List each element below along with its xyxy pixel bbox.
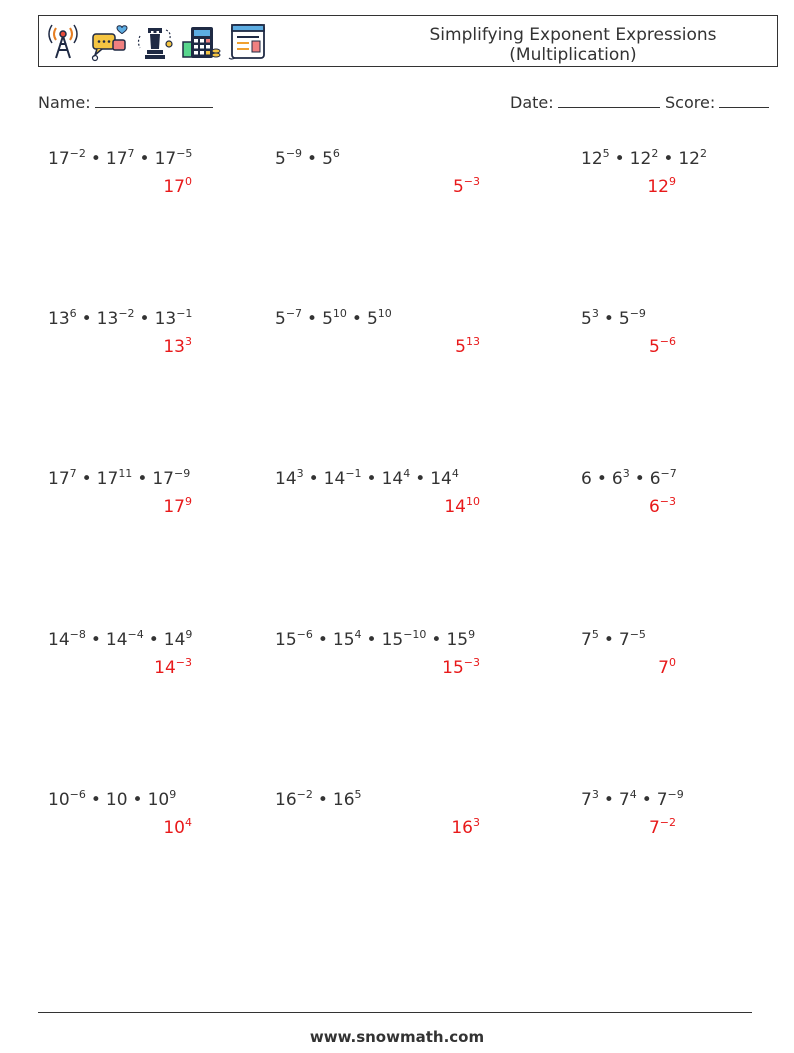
- term-exponent: 11: [118, 467, 133, 480]
- multiply-dot: •: [137, 469, 148, 489]
- answer-base: 6: [648, 497, 660, 517]
- term-exponent: 5: [602, 147, 610, 160]
- title-line-1: Simplifying Exponent Expressions: [429, 25, 717, 45]
- answer-base: 17: [163, 497, 185, 517]
- answer-exponent: 3: [473, 816, 480, 829]
- term-exponent: −5: [176, 147, 193, 160]
- term-base: 13: [154, 309, 177, 329]
- answer-base: 5: [452, 177, 464, 197]
- antenna-tower-icon: [43, 22, 83, 62]
- term-exponent: −1: [345, 467, 362, 480]
- term-base: 6: [611, 469, 623, 489]
- answer-base: 17: [163, 177, 185, 197]
- answer-exponent: −6: [659, 335, 676, 348]
- term-exponent: −2: [118, 307, 135, 320]
- term-base: 7: [618, 630, 630, 650]
- term-base: 14: [163, 630, 186, 650]
- score-blank[interactable]: [719, 93, 769, 108]
- term-exponent: 9: [468, 628, 476, 641]
- term-base: 15: [446, 630, 469, 650]
- multiply-dot: •: [641, 790, 652, 810]
- answer: [163, 177, 192, 197]
- term-base: 15: [381, 630, 404, 650]
- calculator-icon: [181, 22, 221, 62]
- term-base: 17: [152, 469, 174, 489]
- term-exponent: 3: [296, 467, 304, 480]
- answer-exponent: 0: [669, 656, 676, 669]
- term-exponent: −9: [285, 147, 303, 160]
- multiply-dot: •: [603, 309, 614, 329]
- problem-expression: [275, 469, 459, 489]
- multiply-dot: •: [603, 630, 614, 650]
- title-line-2: (Multiplication): [509, 45, 637, 65]
- term-base: 16: [275, 790, 297, 810]
- term-exponent: 9: [185, 628, 193, 641]
- date-field[interactable]: [510, 93, 660, 112]
- date-blank[interactable]: [558, 93, 660, 108]
- worksheet-title: [423, 25, 723, 65]
- answer-exponent: −3: [659, 495, 676, 508]
- term-base: 5: [618, 309, 630, 329]
- term-exponent: −7: [285, 307, 303, 320]
- multiply-dot: •: [308, 469, 319, 489]
- term-base: 13: [48, 309, 70, 329]
- problem-expression: [275, 149, 340, 169]
- multiply-dot: •: [366, 630, 377, 650]
- term-base: 5: [366, 309, 378, 329]
- answer: [649, 818, 676, 838]
- answer-base: 5: [648, 337, 660, 357]
- answer: [163, 818, 192, 838]
- problem-expression: [275, 309, 392, 329]
- term-exponent: 4: [403, 467, 411, 480]
- term-base: 5: [581, 309, 592, 329]
- answer-base: 12: [647, 177, 669, 197]
- term-base: 7: [581, 790, 592, 810]
- answer-base: 14: [154, 658, 176, 678]
- date-label: Date:: [510, 93, 554, 112]
- term-base: 7: [656, 790, 668, 810]
- multiply-dot: •: [614, 149, 625, 169]
- multiply-dot: •: [307, 309, 318, 329]
- problem-expression: [48, 149, 192, 169]
- answer-exponent: −2: [659, 816, 676, 829]
- answer: [647, 177, 676, 197]
- name-label: Name:: [38, 93, 91, 112]
- term-base: 5: [275, 309, 286, 329]
- multiply-dot: •: [317, 790, 328, 810]
- term-base: 5: [322, 309, 333, 329]
- name-field[interactable]: [38, 93, 213, 112]
- chess-rook-icon: [135, 22, 175, 62]
- multiply-dot: •: [90, 630, 101, 650]
- term-exponent: 5: [354, 788, 362, 801]
- term-exponent: 6: [332, 147, 340, 160]
- multiply-dot: •: [81, 309, 92, 329]
- answer: [154, 658, 192, 678]
- term-exponent: −4: [127, 628, 144, 641]
- answer-base: 14: [444, 497, 466, 517]
- term-base: 10: [147, 790, 170, 810]
- term-base: 17: [154, 149, 177, 169]
- answer-base: 15: [442, 658, 464, 678]
- answer: [451, 818, 480, 838]
- term-exponent: 2: [699, 147, 707, 160]
- term-base: 6: [581, 469, 592, 489]
- term-exponent: −10: [403, 628, 427, 641]
- term-base: 14: [381, 469, 404, 489]
- term-base: 12: [678, 149, 700, 169]
- term-exponent: −9: [667, 788, 684, 801]
- answer-exponent: 4: [185, 816, 192, 829]
- answer-base: 13: [163, 337, 185, 357]
- multiply-dot: •: [634, 469, 645, 489]
- term-exponent: 5: [591, 628, 599, 641]
- term-exponent: 3: [591, 307, 599, 320]
- term-exponent: −1: [176, 307, 193, 320]
- worksheet-header: [38, 15, 778, 67]
- answer: [455, 337, 480, 357]
- answer-exponent: 10: [466, 495, 480, 508]
- term-base: 16: [332, 790, 355, 810]
- answer: [442, 658, 480, 678]
- term-exponent: −2: [296, 788, 313, 801]
- term-exponent: 3: [622, 467, 630, 480]
- answer: [163, 337, 192, 357]
- multiply-dot: •: [148, 630, 159, 650]
- problem-expression: [48, 469, 190, 489]
- footer-url[interactable]: www.snowmath.com: [309, 1028, 485, 1046]
- multiply-dot: •: [139, 309, 150, 329]
- answer-base: 5: [455, 337, 466, 357]
- term-exponent: 10: [377, 307, 392, 320]
- chat-bubbles-icon: [89, 22, 129, 62]
- score-label: Score:: [665, 93, 716, 112]
- answer-exponent: 9: [185, 495, 192, 508]
- multiply-dot: •: [596, 469, 607, 489]
- answer-exponent: 0: [185, 175, 192, 188]
- term-base: 6: [649, 469, 661, 489]
- score-field[interactable]: [665, 93, 769, 112]
- multiply-dot: •: [663, 149, 674, 169]
- term-base: 5: [275, 149, 286, 169]
- term-exponent: 6: [69, 307, 77, 320]
- term-base: 14: [48, 630, 70, 650]
- term-base: 15: [332, 630, 355, 650]
- multiply-dot: •: [431, 630, 442, 650]
- problem-expression: [581, 630, 646, 650]
- problem-expression: [581, 149, 707, 169]
- term-base: 17: [105, 149, 128, 169]
- term-exponent: 7: [69, 467, 77, 480]
- answer-exponent: 9: [669, 175, 676, 188]
- multiply-dot: •: [366, 469, 377, 489]
- term-exponent: 4: [451, 467, 459, 480]
- term-exponent: 9: [169, 788, 177, 801]
- problem-expression: [581, 790, 684, 810]
- term-exponent: −8: [69, 628, 86, 641]
- answer-exponent: 13: [466, 335, 480, 348]
- term-base: 7: [581, 630, 592, 650]
- answer-exponent: 3: [185, 335, 192, 348]
- term-base: 14: [323, 469, 346, 489]
- term-base: 5: [322, 149, 333, 169]
- answer-base: 16: [451, 818, 473, 838]
- multiply-dot: •: [90, 790, 101, 810]
- answer-base: 7: [658, 658, 669, 678]
- document-chart-icon: [227, 22, 267, 62]
- answer-base: 7: [648, 818, 660, 838]
- term-base: 13: [96, 309, 119, 329]
- answer-exponent: −3: [463, 175, 480, 188]
- problem-expression: [581, 469, 677, 489]
- term-exponent: −9: [173, 467, 191, 480]
- multiply-dot: •: [81, 469, 92, 489]
- term-exponent: 10: [332, 307, 347, 320]
- term-exponent: 4: [354, 628, 362, 641]
- term-base: 12: [581, 149, 603, 169]
- multiply-dot: •: [90, 149, 101, 169]
- problem-expression: [48, 309, 192, 329]
- problem-expression: [48, 790, 176, 810]
- answer-exponent: −3: [175, 656, 192, 669]
- term-exponent: −2: [69, 147, 86, 160]
- term-base: 15: [275, 630, 297, 650]
- term-base: 17: [96, 469, 119, 489]
- answer: [444, 497, 480, 517]
- term-base: 12: [629, 149, 652, 169]
- term-base: 10: [48, 790, 70, 810]
- term-exponent: 2: [651, 147, 659, 160]
- multiply-dot: •: [139, 149, 150, 169]
- term-base: 14: [105, 630, 128, 650]
- term-base: 14: [275, 469, 297, 489]
- term-exponent: −6: [296, 628, 313, 641]
- term-base: 14: [430, 469, 452, 489]
- term-exponent: −5: [629, 628, 646, 641]
- term-exponent: 7: [127, 147, 135, 160]
- term-base: 10: [105, 790, 128, 810]
- problem-expression: [275, 630, 475, 650]
- answer: [649, 337, 676, 357]
- footer-divider: [38, 1012, 752, 1013]
- header-icons: [43, 22, 267, 62]
- term-exponent: −6: [69, 788, 86, 801]
- answer: [453, 177, 480, 197]
- answer: [163, 497, 192, 517]
- answer: [649, 497, 676, 517]
- answer: [658, 658, 676, 678]
- multiply-dot: •: [307, 149, 318, 169]
- problem-expression: [275, 790, 362, 810]
- term-exponent: −7: [660, 467, 677, 480]
- term-exponent: −9: [629, 307, 646, 320]
- term-exponent: 3: [591, 788, 599, 801]
- multiply-dot: •: [603, 790, 614, 810]
- multiply-dot: •: [415, 469, 426, 489]
- answer-exponent: −3: [463, 656, 480, 669]
- term-exponent: 4: [629, 788, 637, 801]
- term-base: 17: [48, 469, 70, 489]
- problem-expression: [581, 309, 646, 329]
- multiply-dot: •: [132, 790, 143, 810]
- multiply-dot: •: [351, 309, 362, 329]
- problem-expression: [48, 630, 192, 650]
- multiply-dot: •: [317, 630, 328, 650]
- answer-base: 10: [163, 818, 185, 838]
- name-blank[interactable]: [95, 93, 213, 108]
- term-base: 7: [618, 790, 630, 810]
- term-base: 17: [48, 149, 70, 169]
